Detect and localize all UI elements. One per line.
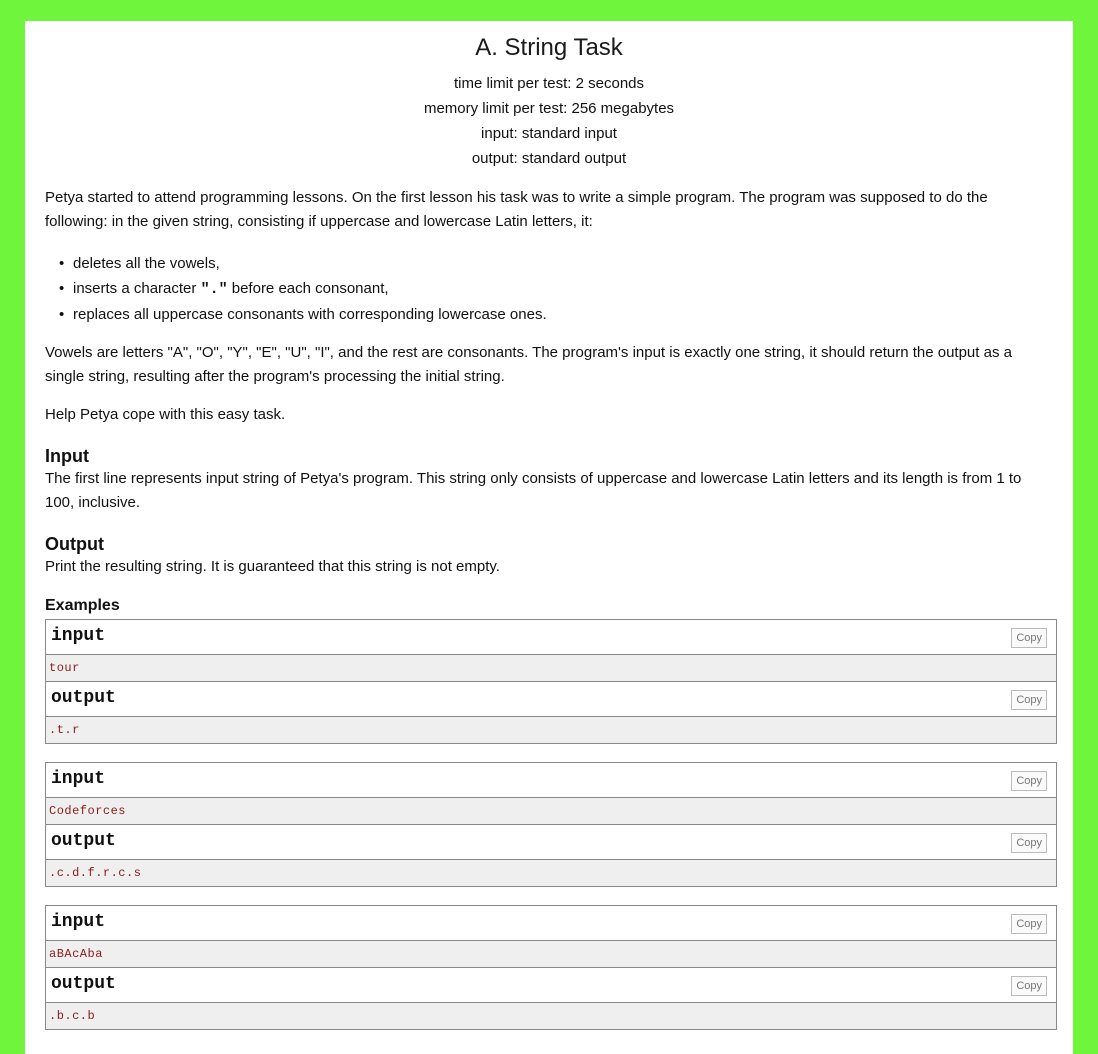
statement-paragraph-2: Vowels are letters "A", "O", "Y", "E", "U", "I", and the rest are consonants. The program's input is exactly one string, it should return the output as a single string, resulting after the program's processing the initial string.: [45, 344, 1012, 385]
example-block-1: [45, 619, 1057, 744]
example-input-label: input: [51, 912, 106, 932]
problem-title: A. String Task: [475, 34, 623, 61]
input-type: input: standard input: [481, 125, 617, 142]
statement-bullet-list: [45, 251, 1053, 327]
example-output-label: output: [51, 974, 116, 994]
example-input-header: [46, 763, 1056, 798]
example-output-value: .b.c.b: [49, 1009, 96, 1023]
input-section-title: Input: [45, 446, 89, 466]
example-output-body: [46, 717, 1056, 743]
example-input-value: aBAcAba: [49, 947, 103, 961]
example-output-body: [46, 860, 1056, 886]
statement-paragraph-3: Help Petya cope with this easy task.: [45, 406, 286, 423]
problem-page: [25, 21, 1073, 1054]
copy-output-button[interactable]: Copy: [1011, 976, 1047, 996]
example-input-label: input: [51, 769, 106, 789]
input-section-text: The first line represents input string of Petya's program. This string only consists of uppercase and lowercase Latin letters and its length is from 1 to 100, inclusive.: [45, 470, 1022, 511]
bullet-item-3: • replaces all uppercase consonants with corresponding lowercase ones.: [73, 302, 1053, 327]
output-section-text: Print the resulting string. It is guaranteed that this string is not empty.: [45, 558, 500, 575]
example-input-label: input: [51, 626, 106, 646]
example-input-body: [46, 655, 1056, 682]
output-type: output: standard output: [471, 150, 627, 167]
problem-content: [25, 33, 1073, 1030]
example-block-3: [45, 905, 1057, 1030]
memory-limit: memory limit per test: 256 megabytes: [423, 100, 675, 117]
bullet-item-2: [73, 276, 1053, 302]
output-section-title: Output: [45, 534, 104, 554]
example-output-value: .c.d.f.r.c.s: [49, 866, 142, 880]
example-input-value: tour: [49, 661, 80, 675]
example-input-header: [46, 620, 1056, 655]
copy-input-button[interactable]: Copy: [1011, 914, 1047, 934]
examples-title: Examples: [45, 597, 120, 614]
copy-input-button[interactable]: Copy: [1011, 771, 1047, 791]
example-output-header: [46, 968, 1056, 1003]
example-output-value: .t.r: [49, 723, 80, 737]
example-input-body: [46, 798, 1056, 825]
problem-limits: [45, 71, 1053, 171]
copy-output-button[interactable]: Copy: [1011, 833, 1047, 853]
copy-output-button[interactable]: Copy: [1011, 690, 1047, 710]
copy-input-button[interactable]: Copy: [1011, 628, 1047, 648]
bullet-item-2-post: before each consonant,: [227, 280, 389, 297]
statement-paragraph-1: Petya started to attend programming lessons. On the first lesson his task was to write a simple program. The program was supposed to do the following: in the given string, consisting if uppercase and lowercase Latin letters, it:: [45, 189, 988, 230]
example-output-label: output: [51, 688, 116, 708]
bullet-item-1: • deletes all the vowels,: [73, 251, 1053, 276]
time-limit: time limit per test: 2 seconds: [453, 75, 645, 92]
bullet-item-2-pre: inserts a character: [73, 280, 201, 297]
example-input-body: [46, 941, 1056, 968]
example-output-body: [46, 1003, 1056, 1029]
example-input-value: Codeforces: [49, 804, 127, 818]
example-block-2: [45, 762, 1057, 887]
example-input-header: [46, 906, 1056, 941]
example-output-header: [46, 682, 1056, 717]
example-output-label: output: [51, 831, 116, 851]
example-output-header: [46, 825, 1056, 860]
bullet-item-2-code: ".": [200, 281, 228, 298]
